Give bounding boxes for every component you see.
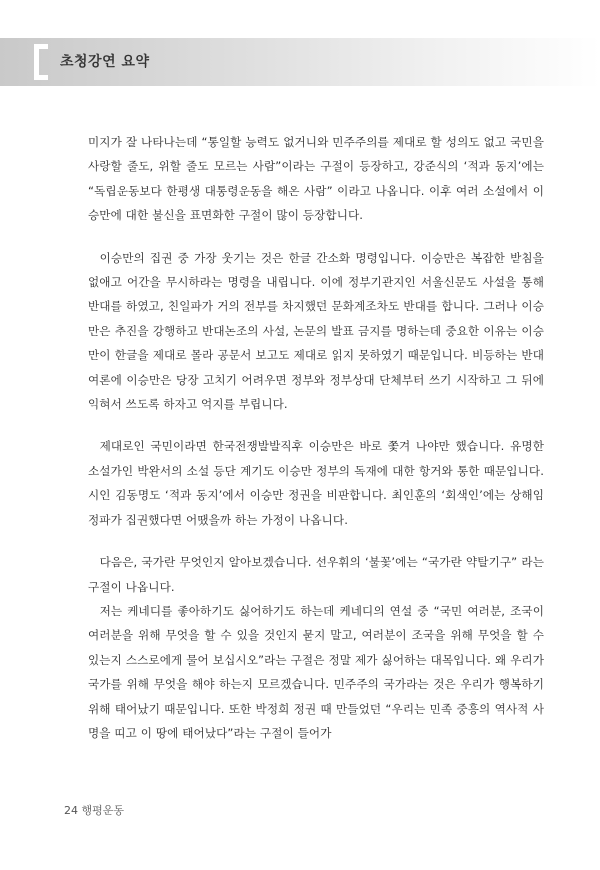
section-title: 초청강연 요약 [60,54,150,70]
page-number: 24 [64,804,78,817]
page-header [0,38,600,86]
page-footer [64,802,124,818]
paragraph-5: 저는 케네디를 좋아하기도 싫어하기도 하는데 케네디의 연설 중 “국민 여러분, 조국이 여러분을 위해 무엇을 할 수 있을 것인지 묻지 말고, 여러분이 조국을 위해 무엇을 할 수 있는지 스스로에게 물어 보십시오”라는 구절은 정말 제가 싫어하는 대목입니다. 왜 우리가 국가를 위해 무엇을 해야 하는지 모르겠습니다. 민주주의 국가라는 것은 우리가 행복하기 위해 태어났기 때문입니다. 또한 박정희 정권 때 만들었던 “우리는 민족 중흥의 역사적 사명을 띠고 이 땅에 태어났다”라는 구절이 들어가 [88,603,544,740]
paragraph-3: 제대로인 국민이라면 한국전쟁발발직후 이승만은 바로 쫓겨 나야만 했습니다. 유명한 소설가인 박완서의 소설 등단 계기도 이승만 정부의 독재에 대한 항거와 통한 때문입니다. 시인 김동명도 ‘적과 동지’에서 이승만 정권을 비판합니다. 최인훈의 ‘회색인’에는 상해임정파가 집권했다면 어땠을까 하는 가정이 나옵니다. [88,439,544,527]
article-body [88,130,544,763]
paragraph-4: 다음은, 국가란 무엇인지 알아보겠습니다. 선우휘의 ‘불꽃’에는 “국가란 약탈기구” 라는 구절이 나옵니다. [88,555,544,594]
header-bracket-icon [34,44,48,80]
publication-name: 행평운동 [81,804,125,817]
paragraph-1: 미지가 잘 나타나는데 “통일할 능력도 없거니와 민주주의를 제대로 할 성의도 없고 국민을 사랑할 줄도, 위할 줄도 모르는 사람”이라는 구절이 등장하고, 강준식의 ‘적과 동지’에는 “독립운동보다 한평생 대통령운동을 해온 사람” 이라고 나옵니다. 이후 여러 소설에서 이승만에 대한 불신을 표면화한 구절이 많이 등장합니다. [88,135,544,223]
paragraph-2: 이승만의 집권 중 가장 웃기는 것은 한글 간소화 명령입니다. 이승만은 복잡한 받침을 없애고 어간을 무시하라는 명령을 내립니다. 이에 정부기관지인 서울신문도 사설을 통해 반대를 하였고, 친일파가 거의 전부를 차지했던 문화계조차도 반대를 합니다. 그러나 이승만은 추진을 강행하고 반대논조의 사설, 논문의 발표 금지를 명하는데 중요한 이유는 이승만이 한글을 제대로 몰라 공문서 보고도 제대로 읽지 못하였기 때문입니다. 비등하는 반대여론에 이승만은 당장 고치기 어려우면 정부와 정부상대 단체부터 쓰기 시작하고 그 뒤에 익혀서 쓰도록 하자고 억지를 부립니다. [88,250,544,412]
